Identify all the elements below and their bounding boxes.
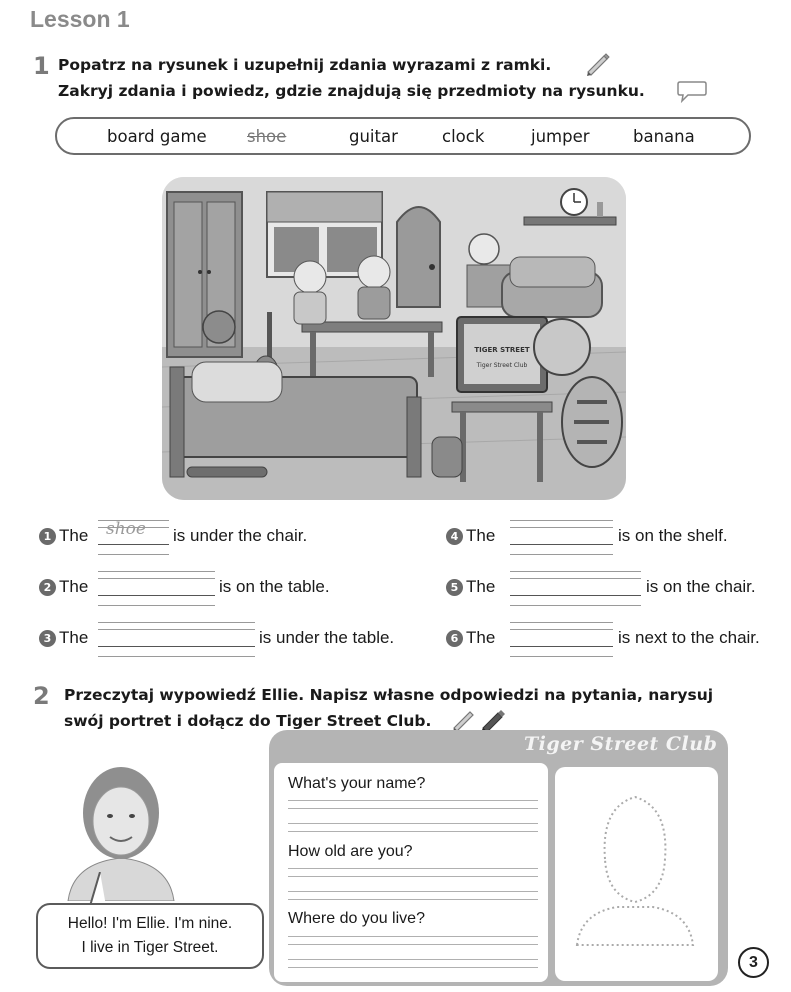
sentence-1: 1 The bbox=[39, 526, 88, 546]
ellie-line-1: Hello! I'm Ellie. I'm nine. bbox=[67, 915, 233, 932]
answer-blank-1[interactable] bbox=[98, 518, 169, 558]
sentence-2-end: is on the table. bbox=[219, 577, 330, 596]
exercise-1-instruction-line-2: Zakryj zdania i powiedz, gdzie znajdują się przedmioty na rysunku. bbox=[58, 82, 645, 100]
portrait-card[interactable] bbox=[555, 767, 718, 981]
exercise-number: 1 bbox=[33, 52, 50, 80]
word-board-game: board game bbox=[107, 127, 207, 146]
lesson-title: Lesson 1 bbox=[30, 6, 130, 32]
bedroom-illustration bbox=[162, 177, 626, 500]
word-banana: banana bbox=[633, 127, 695, 146]
question-age: How old are you? bbox=[288, 843, 413, 860]
exercise-2-instruction-line-1: Przeczytaj wypowiedź Ellie. Napisz własne odpowiedzi na pytania, narysuj bbox=[64, 686, 714, 704]
answer-blank-3[interactable] bbox=[98, 620, 255, 660]
club-form-card bbox=[274, 763, 548, 982]
question-name: What's your name? bbox=[288, 775, 426, 792]
pen-icon bbox=[478, 705, 506, 733]
sentence-3-end: is under the table. bbox=[259, 628, 395, 647]
question-home: Where do you live? bbox=[288, 910, 425, 927]
word-guitar: guitar bbox=[349, 127, 398, 146]
club-title: Tiger Street Club bbox=[524, 733, 718, 755]
screen-sign-text: TIGER STREET bbox=[474, 346, 530, 354]
sentence-2: 2 The bbox=[39, 577, 88, 597]
exercise-number: 2 bbox=[33, 682, 50, 710]
ellie-line-2: I live in Tiger Street. bbox=[81, 939, 219, 956]
word-box bbox=[55, 117, 751, 155]
answer-blank-5[interactable] bbox=[510, 569, 641, 609]
sentence-number: 1 bbox=[39, 528, 56, 545]
screen-map-label: Tiger Street Club bbox=[476, 362, 528, 369]
filled-answer: shoe bbox=[106, 519, 146, 539]
ellie-photo bbox=[48, 753, 194, 901]
word-shoe-crossed-out: shoe bbox=[247, 127, 287, 146]
sentence-5-end: is on the chair. bbox=[646, 577, 756, 596]
door bbox=[397, 207, 440, 307]
sentence-3: 3 The bbox=[39, 628, 88, 648]
word-clock: clock bbox=[442, 127, 485, 146]
pencil-icon bbox=[449, 705, 477, 733]
ellie-speech-bubble bbox=[36, 903, 264, 969]
sentence-4-end: is on the shelf. bbox=[618, 526, 728, 545]
exercise-1-instruction-line-1: Popatrz na rysunek i uzupełnij zdania wyrazami z ramki. bbox=[58, 56, 552, 74]
speech-bubble-tail bbox=[88, 872, 108, 906]
page-number: 3 bbox=[738, 947, 769, 978]
sentence-4: 4 The bbox=[446, 526, 495, 546]
answer-blank-4[interactable] bbox=[510, 518, 613, 558]
exercise-2-instruction-line-2: swój portret i dołącz do Tiger Street Club. bbox=[64, 712, 432, 730]
pencil-icon bbox=[583, 49, 611, 77]
armchair bbox=[502, 257, 602, 317]
sentence-5: 5 The bbox=[446, 577, 495, 597]
speech-bubble-icon bbox=[676, 79, 708, 105]
answer-blank-6[interactable] bbox=[510, 620, 613, 660]
portrait-outline bbox=[555, 767, 718, 981]
sentence-6: 6 The bbox=[446, 628, 495, 648]
answer-blank-2[interactable] bbox=[98, 569, 215, 609]
sentence-6-end: is next to the chair. bbox=[618, 628, 760, 647]
sentence-1-end: is under the chair. bbox=[173, 526, 308, 545]
word-jumper: jumper bbox=[531, 127, 590, 146]
